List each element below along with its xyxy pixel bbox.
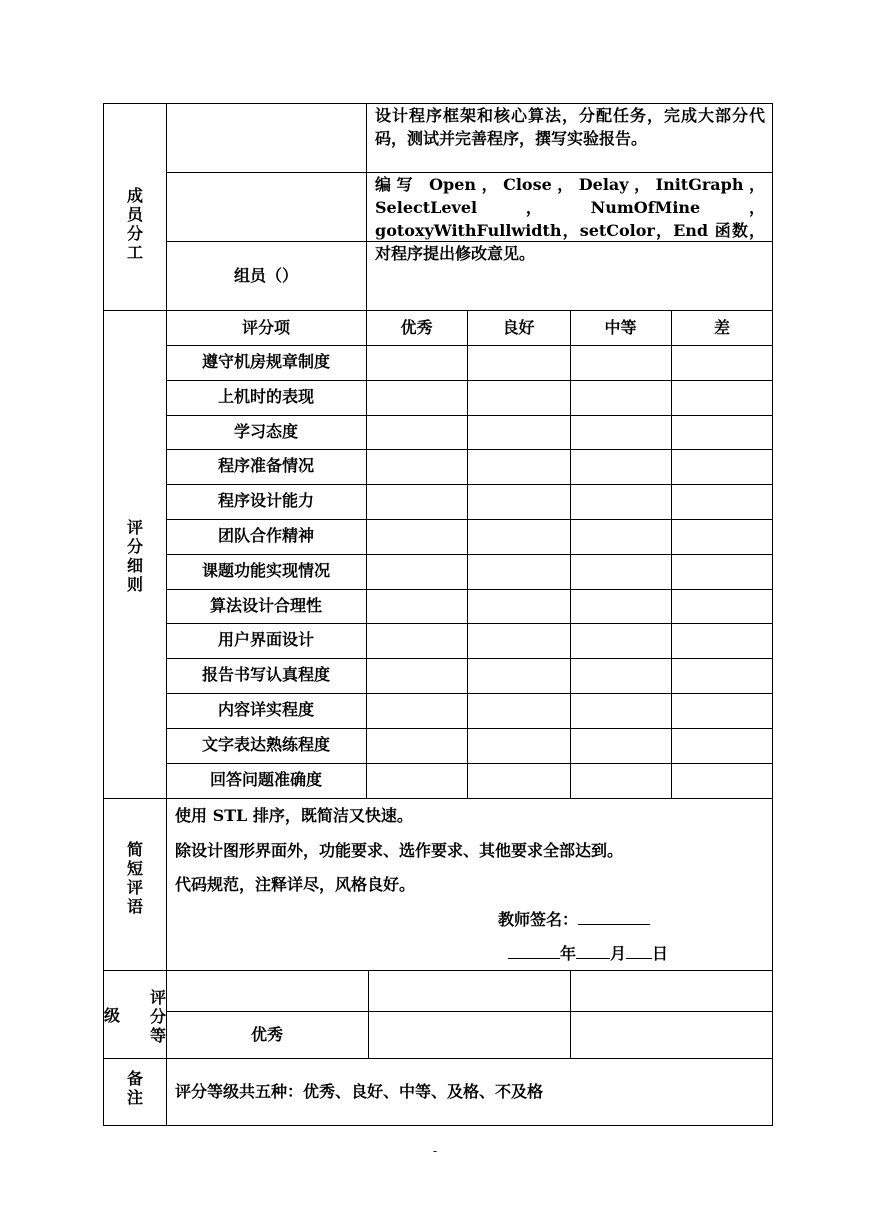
comments-section-label: 简短评语 — [126, 840, 143, 916]
member-2-duty: 编写 Open，Close，Delay，InitGraph，SelectLevel，NumOfMine，gotoxyWithFullwidth，setColor，End 函数，对程序提出修改意见。 — [375, 175, 765, 263]
comment-line-1: 使用 STL 排序，既简洁又快速。 — [175, 806, 413, 825]
score-cell-medium[interactable] — [571, 485, 671, 518]
score-cell-medium[interactable] — [571, 694, 671, 727]
score-cell-excellent[interactable] — [367, 659, 467, 692]
score-item-label: 学习态度 — [233, 422, 298, 441]
score-cell-good[interactable] — [468, 381, 570, 414]
score-cell-poor[interactable] — [672, 624, 773, 657]
score-cell-good[interactable] — [468, 485, 570, 518]
score-cell-medium[interactable] — [571, 590, 671, 623]
score-cell-excellent[interactable] — [367, 450, 467, 483]
score-cell-excellent[interactable] — [367, 555, 467, 588]
notes-text: 评分等级共五种：优秀、良好、中等、及格、不及格 — [175, 1082, 544, 1101]
month-label: 月 — [610, 944, 627, 963]
score-cell-good[interactable] — [468, 520, 570, 553]
score-header-medium: 中等 — [604, 318, 637, 337]
score-item-label: 程序设计能力 — [217, 491, 314, 510]
score-cell-good[interactable] — [468, 624, 570, 657]
page-footer-mark: - — [432, 1144, 438, 1158]
score-cell-poor[interactable] — [672, 416, 773, 449]
score-item-label: 回答问题准确度 — [209, 770, 322, 789]
score-cell-excellent[interactable] — [367, 416, 467, 449]
score-cell-excellent[interactable] — [367, 764, 467, 797]
year-blank — [508, 942, 560, 959]
score-cell-poor[interactable] — [672, 694, 773, 727]
signature-blank — [578, 908, 650, 925]
score-cell-poor[interactable] — [672, 520, 773, 553]
score-item-label: 程序准备情况 — [217, 456, 314, 475]
score-cell-medium[interactable] — [571, 659, 671, 692]
score-cell-excellent[interactable] — [367, 485, 467, 518]
comment-line-2: 除设计图形界面外，功能要求、选作要求、其他要求全部达到。 — [175, 841, 624, 860]
score-cell-poor[interactable] — [672, 450, 773, 483]
score-cell-excellent[interactable] — [367, 520, 467, 553]
score-cell-poor[interactable] — [672, 346, 773, 379]
score-header-good: 良好 — [502, 318, 535, 337]
score-cell-good[interactable] — [468, 764, 570, 797]
signature-label: 教师签名： — [498, 910, 579, 929]
score-cell-good[interactable] — [468, 555, 570, 588]
score-cell-poor[interactable] — [672, 485, 773, 518]
grade-value: 优秀 — [250, 1025, 283, 1044]
signature-date — [508, 942, 668, 965]
score-cell-excellent[interactable] — [367, 624, 467, 657]
score-cell-medium[interactable] — [571, 624, 671, 657]
score-header-poor: 差 — [713, 318, 730, 337]
score-cell-poor[interactable] — [672, 381, 773, 414]
score-cell-medium[interactable] — [571, 416, 671, 449]
score-cell-good[interactable] — [468, 729, 570, 762]
score-cell-good[interactable] — [468, 416, 570, 449]
notes-section-label: 备注 — [126, 1069, 143, 1107]
score-cell-medium[interactable] — [571, 346, 671, 379]
score-cell-good[interactable] — [468, 590, 570, 623]
score-cell-medium[interactable] — [571, 381, 671, 414]
score-cell-good[interactable] — [468, 450, 570, 483]
score-cell-poor[interactable] — [672, 659, 773, 692]
score-cell-good[interactable] — [468, 346, 570, 379]
grade-label-side: 级 — [104, 1006, 121, 1025]
score-header-excellent: 优秀 — [400, 318, 433, 337]
score-item-label: 报告书写认真程度 — [201, 665, 330, 684]
score-header-item: 评分项 — [241, 318, 290, 337]
grade-label-top: 评分等 — [149, 988, 166, 1045]
score-cell-poor[interactable] — [672, 729, 773, 762]
score-item-label: 文字表达熟练程度 — [201, 735, 330, 754]
score-cell-medium[interactable] — [571, 520, 671, 553]
score-cell-excellent[interactable] — [367, 590, 467, 623]
score-cell-poor[interactable] — [672, 590, 773, 623]
member-1-duty: 设计程序框架和核心算法，分配任务，完成大部分代码，测试并完善程序，撰写实验报告。 — [375, 106, 765, 148]
score-cell-medium[interactable] — [571, 450, 671, 483]
score-item-label: 上机时的表现 — [217, 387, 314, 406]
score-cell-excellent[interactable] — [367, 694, 467, 727]
month-blank — [576, 942, 610, 959]
score-cell-good[interactable] — [468, 694, 570, 727]
teacher-signature — [498, 908, 650, 931]
score-cell-medium[interactable] — [571, 555, 671, 588]
score-cell-poor[interactable] — [672, 555, 773, 588]
score-cell-poor[interactable] — [672, 764, 773, 797]
score-cell-excellent[interactable] — [367, 346, 467, 379]
day-blank — [626, 942, 652, 959]
score-cell-medium[interactable] — [571, 729, 671, 762]
member-3-label: 组员（） — [233, 266, 298, 285]
score-cell-excellent[interactable] — [367, 729, 467, 762]
score-cell-excellent[interactable] — [367, 381, 467, 414]
score-item-label: 课题功能实现情况 — [201, 561, 330, 580]
year-label: 年 — [560, 944, 577, 963]
day-label: 日 — [652, 944, 669, 963]
members-section-label: 成员分工 — [126, 186, 143, 262]
scoring-section-label: 评分细则 — [126, 518, 143, 594]
score-item-label: 团队合作精神 — [217, 526, 314, 545]
score-cell-medium[interactable] — [571, 764, 671, 797]
score-item-label: 算法设计合理性 — [209, 596, 322, 615]
score-item-label: 内容详实程度 — [217, 700, 314, 719]
score-item-label: 用户界面设计 — [217, 630, 314, 649]
comment-line-3: 代码规范，注释详尽，风格良好。 — [175, 875, 416, 894]
score-item-label: 遵守机房规章制度 — [201, 352, 330, 371]
score-cell-good[interactable] — [468, 659, 570, 692]
